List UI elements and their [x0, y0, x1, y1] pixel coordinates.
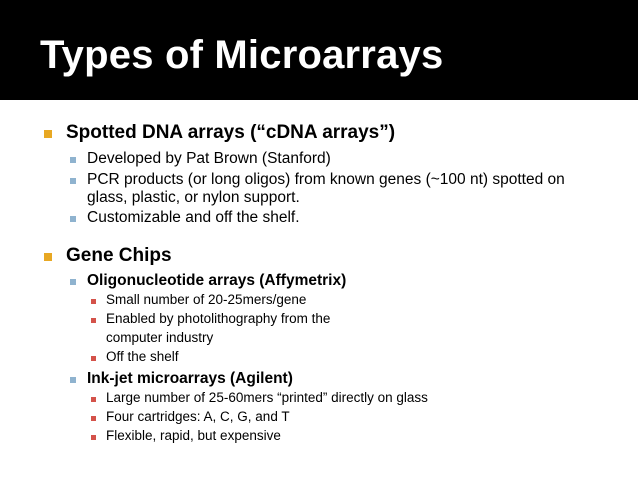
bullet-square-icon — [70, 377, 76, 383]
subheading-inkjet: Ink-jet microarrays (Agilent) — [87, 370, 293, 387]
list-item-continuation: computer industry — [106, 330, 214, 345]
subheading-oligo: Oligonucleotide arrays (Affymetrix) — [87, 272, 347, 289]
bullet-square-icon — [70, 178, 76, 184]
bullet-square-icon — [44, 130, 52, 138]
bullet-square-icon — [91, 397, 96, 402]
list-item: Large number of 25-60mers “printed” directly on glass — [106, 390, 428, 405]
list-item: Small number of 20-25mers/gene — [106, 292, 307, 307]
list-item: Enabled by photolithography from the — [106, 311, 331, 326]
bullet-square-icon — [91, 435, 96, 440]
bullet-square-icon — [70, 157, 76, 163]
bullet-square-icon — [44, 253, 52, 261]
bullet-square-icon — [91, 356, 96, 361]
list-item: Customizable and off the shelf. — [87, 209, 300, 226]
bullet-square-icon — [91, 416, 96, 421]
bullet-square-icon — [70, 279, 76, 285]
list-item: Flexible, rapid, but expensive — [106, 428, 281, 443]
bullet-square-icon — [91, 318, 96, 323]
bullet-square-icon — [70, 216, 76, 222]
list-item: Off the shelf — [106, 349, 179, 364]
list-item-continuation: glass, plastic, or nylon support. — [87, 189, 300, 206]
bullet-heading-spotted: Spotted DNA arrays (“cDNA arrays”) — [66, 122, 396, 143]
bullet-heading-gene-chips: Gene Chips — [66, 245, 172, 266]
slide-title: Types of Microarrays — [40, 33, 444, 77]
list-item: PCR products (or long oligos) from known genes (~100 nt) spotted on — [87, 171, 565, 188]
bullet-square-icon — [91, 299, 96, 304]
list-item: Four cartridges: A, C, G, and T — [106, 409, 290, 424]
list-item: Developed by Pat Brown (Stanford) — [87, 150, 331, 167]
